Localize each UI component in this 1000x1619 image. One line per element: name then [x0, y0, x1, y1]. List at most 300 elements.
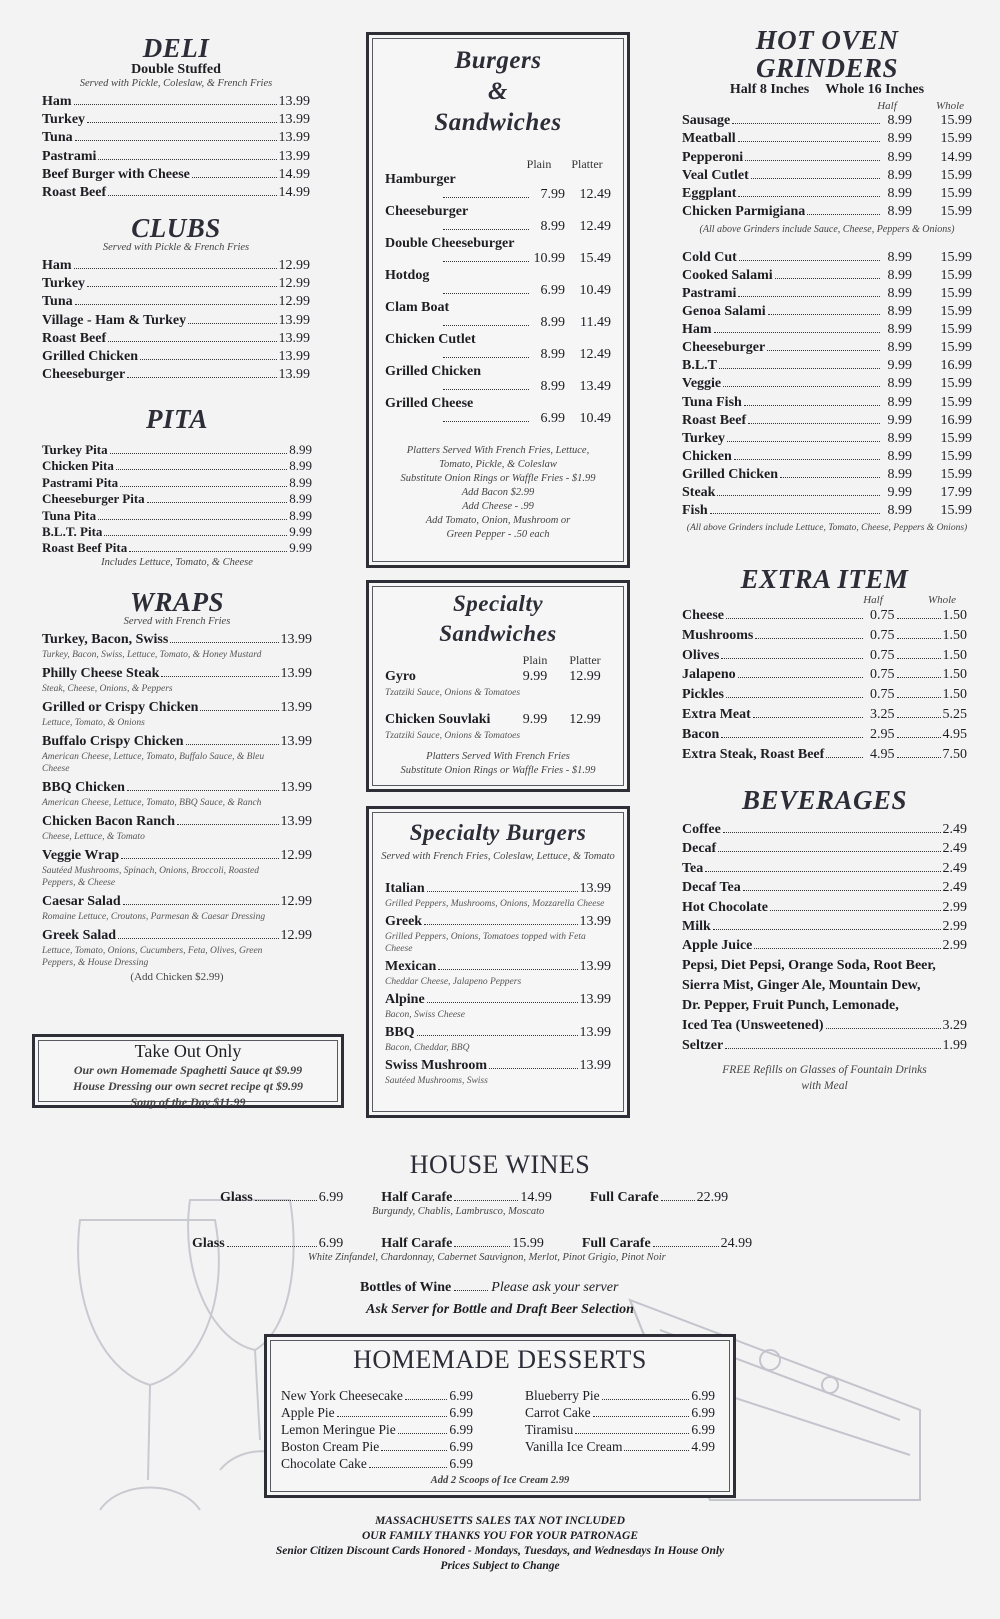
item-name: Veggie [682, 376, 722, 392]
item-name: B.L.T. Pita [42, 524, 103, 540]
half-price: 8.99 [887, 503, 912, 519]
whole-price: 16.99 [940, 358, 972, 374]
whole-price: 15.99 [940, 113, 972, 128]
grinders-subtitle-whole: Whole 16 Inches [825, 82, 925, 97]
item-price: 8.99 [289, 458, 312, 474]
item-prices [385, 411, 611, 426]
item-price: 2.99 [942, 919, 967, 935]
menu-item [682, 267, 972, 285]
takeout-line-2: House Dressing our own secret recipe qt $9.99 [72, 1079, 303, 1093]
leader-dots [129, 551, 287, 552]
plain-price: 10.99 [533, 251, 565, 266]
item-name: Cheese [682, 608, 724, 623]
whole-price: 7.50 [942, 746, 967, 762]
item-name: Seltzer [682, 1037, 724, 1053]
item-price: 12.99 [278, 258, 310, 273]
menu-item [682, 725, 967, 745]
platter-price: 10.49 [579, 411, 611, 426]
leader-dots [738, 196, 880, 197]
leader-dots [87, 122, 276, 123]
plain-price: 9.99 [522, 669, 548, 684]
menu-item [281, 1404, 473, 1421]
leader-dots [417, 1035, 578, 1036]
item-price: 12.99 [280, 894, 312, 909]
leader-dots [98, 519, 287, 520]
col-half: Half [877, 100, 897, 112]
item-name: Roast Beef [42, 185, 107, 201]
item-description: American Cheese, Lettuce, Tomato, BBQ Sauce, & Ranch [42, 798, 262, 808]
deli-subtitle: Double Stuffed [131, 62, 221, 77]
item-name: Turkey [42, 276, 86, 292]
item-price: 13.99 [280, 780, 312, 795]
item-name: Extra Steak, Roast Beef [682, 746, 825, 762]
whole-price: 16.99 [940, 412, 972, 428]
leader-dots [754, 948, 940, 949]
beverages-section [682, 784, 967, 1094]
bottles-text: Please ask your server [491, 1280, 619, 1295]
item-name: Coffee [682, 822, 721, 837]
wine-full-label: Full Carafe [581, 1236, 651, 1251]
footer-senior: Senior Citizen Discount Cards Honored - Mondays, Tuesdays, and Wednesdays In House Only [275, 1545, 725, 1557]
item-name: Decaf [682, 841, 717, 857]
beverages-list [682, 820, 967, 956]
leader-dots [739, 260, 880, 261]
col-plain: Plain [522, 653, 548, 667]
item-description: Grilled Peppers, Mushrooms, Onions, Mozzarella Cheese [385, 899, 605, 909]
leader-dots [738, 296, 880, 297]
menu-item [682, 839, 967, 858]
leader-dots [443, 325, 529, 326]
item-name: Tuna Fish [682, 394, 742, 410]
takeout-line-3: Soup of the Day $11.99 [130, 1095, 246, 1109]
item-name: Hamburger [385, 172, 456, 187]
extra-title: EXTRA ITEM [740, 564, 909, 594]
leader-dots [717, 495, 880, 496]
item-prices [385, 283, 611, 298]
leader-dots [427, 891, 578, 892]
leader-dots [337, 1416, 448, 1417]
whole-price: 15.99 [940, 167, 972, 183]
leader-dots [727, 441, 880, 442]
item-name: Steak [682, 485, 716, 500]
burgers-list [385, 172, 611, 426]
item-price: 13.99 [280, 814, 312, 829]
menu-item [42, 312, 310, 330]
half-price: 0.75 [870, 647, 895, 663]
leader-dots [120, 486, 287, 487]
leader-dots [714, 332, 880, 333]
plain-price: 8.99 [540, 315, 565, 330]
specialty-sandwiches-notes [385, 750, 611, 778]
wraps-title: WRAPS [129, 587, 225, 617]
item-name: Greek Salad [42, 928, 117, 943]
footer-tax: MASSACHUSETTS SALES TAX NOT INCLUDED [375, 1515, 625, 1527]
specialty-note-line: Platters Served With French Fries [426, 751, 570, 762]
item-price: 2.99 [942, 938, 967, 954]
specialty-sandwiches-title-2: Sandwiches [439, 621, 557, 646]
item-name: Chicken Cutlet [385, 332, 476, 347]
item-prices [385, 251, 611, 266]
leader-dots [751, 178, 880, 179]
item-name: Pastrami Pita [42, 474, 119, 490]
item-description: Romaine Lettuce, Croutons, Parmesan & Caesar Dressing [42, 912, 266, 922]
menu-item [42, 257, 310, 275]
footer-thanks: OUR FAMILY THANKS YOU FOR YOUR PATRONAGE [361, 1530, 639, 1542]
leader-dots [826, 1028, 941, 1029]
wines-bottles [360, 1280, 760, 1296]
wine-half-price: 15.99 [512, 1236, 544, 1251]
beverages-note-2: with Meal [801, 1079, 848, 1092]
footer [180, 1514, 820, 1574]
wines-row-2 [192, 1236, 792, 1263]
wine-varieties-1: Burgundy, Chablis, Lambrusco, Moscato [372, 1206, 545, 1217]
menu-item [682, 448, 972, 466]
menu-item [42, 293, 310, 311]
whole-price: 15.99 [940, 376, 972, 392]
leader-dots [719, 368, 880, 369]
item-description: Lettuce, Tomato, Onions, Cucumbers, Feta, Olives, Green Peppers, & House Dressing [42, 946, 263, 968]
item-price: 12.99 [280, 848, 312, 863]
item-name: Tiramisu [525, 1422, 574, 1437]
leader-dots [807, 214, 880, 215]
item-price: 2.49 [942, 841, 967, 857]
col-platter: Platter [571, 157, 603, 171]
col-whole: Whole [935, 100, 965, 112]
leader-dots [748, 423, 880, 424]
half-price: 9.99 [887, 485, 912, 500]
item-name: Cold Cut [682, 249, 737, 265]
item-name: Pastrami [682, 285, 737, 301]
menu-item [682, 626, 967, 646]
menu-item [42, 491, 312, 507]
menu-item [385, 991, 611, 1008]
menu-item [682, 685, 967, 705]
whole-price: 15.99 [940, 340, 972, 356]
wine-half-label: Half Carafe [381, 1236, 453, 1251]
menu-item [525, 1404, 715, 1421]
item-name: Clam Boat [385, 300, 450, 315]
menu-item [682, 665, 967, 685]
menu-item [42, 166, 310, 184]
whole-price: 17.99 [940, 485, 972, 500]
item-name: Veal Cutlet [682, 167, 749, 183]
leader-dots [381, 1450, 447, 1451]
menu-item [42, 508, 312, 524]
platter-price: 15.49 [579, 251, 611, 266]
pita-section [42, 404, 312, 568]
item-name: Cheeseburger [385, 204, 469, 219]
menu-item [682, 185, 972, 203]
item-name: Beef Burger with Cheese [42, 166, 190, 182]
whole-price: 1.50 [942, 647, 967, 663]
burgers-box [366, 32, 630, 568]
clubs-list [42, 257, 310, 384]
plain-price: 7.99 [540, 187, 565, 202]
item-description: Tzatziki Sauce, Onions & Tomatoes [385, 688, 521, 698]
item-name: Sausage [682, 113, 731, 128]
leader-dots [897, 618, 941, 619]
menu-item [42, 348, 310, 366]
specialty-burgers-note: Served with French Fries, Coleslaw, Lettuce, & Tomato [381, 851, 615, 862]
item-price: 13.99 [280, 632, 312, 647]
leader-dots [744, 405, 880, 406]
item-name: Extra Meat [682, 706, 751, 722]
item-name: Buffalo Crispy Chicken [42, 734, 184, 749]
menu-item [281, 1387, 473, 1404]
desserts-left-list [281, 1387, 473, 1472]
item-name: Turkey, Bacon, Swiss [42, 632, 169, 647]
item-name: Bacon [682, 726, 720, 742]
item-name: Pepperoni [682, 149, 744, 165]
half-price: 0.75 [870, 608, 895, 623]
platter-price: 12.49 [579, 219, 611, 234]
menu-item [682, 705, 967, 725]
item-price: 13.99 [579, 992, 611, 1007]
wine-glass-icon [40, 1180, 300, 1540]
item-description: Cheese, Lettuce, & Tomato [42, 832, 145, 842]
half-price: 4.95 [870, 746, 895, 762]
menu-item [281, 1455, 473, 1472]
beverages-list-2 [682, 1016, 967, 1056]
specialty-burgers-title: Specialty Burgers [409, 820, 587, 845]
half-price: 8.99 [887, 394, 912, 410]
item-name: Genoa Salami [682, 304, 766, 320]
leader-dots [897, 717, 941, 718]
pita-note: Includes Lettuce, Tomato, & Cheese [101, 556, 253, 568]
item-price: 6.99 [449, 1405, 473, 1420]
leader-dots [713, 929, 941, 930]
leader-dots [489, 1068, 577, 1069]
leader-dots [723, 386, 880, 387]
leader-dots [398, 1433, 448, 1434]
leader-dots [721, 658, 862, 659]
half-price: 0.75 [870, 667, 895, 683]
menu-item [525, 1421, 715, 1438]
item-name: B.L.T [682, 358, 718, 374]
item-price: 13.99 [280, 734, 312, 749]
item-price: 9.99 [289, 524, 312, 540]
leader-dots [780, 477, 880, 478]
leader-dots [897, 697, 941, 698]
whole-price: 14.99 [940, 149, 972, 165]
item-name: Philly Cheese Steak [42, 666, 160, 681]
menu-item [385, 1057, 611, 1074]
whole-price: 15.99 [940, 186, 972, 202]
item-name: Lemon Meringue Pie [281, 1422, 396, 1437]
half-price: 8.99 [887, 466, 912, 482]
item-price: 6.99 [449, 1439, 473, 1454]
item-name: Cheeseburger Pita [42, 491, 145, 507]
item-price: 13.99 [278, 94, 310, 109]
menu-item [42, 540, 312, 556]
menu-item [682, 285, 972, 303]
half-price: 8.99 [887, 131, 912, 147]
item-name: Apple Juice [682, 938, 753, 954]
menu-item [42, 458, 312, 474]
burgers-note-line: Platters Served With French Fries, Lettuce, [406, 445, 590, 456]
specialty-burgers-list [385, 880, 611, 1087]
col-platter: Platter [569, 653, 601, 667]
menu-item [682, 820, 967, 839]
platter-price: 12.49 [579, 347, 611, 362]
leader-dots [405, 1399, 448, 1400]
plain-price: 6.99 [540, 283, 565, 298]
leader-dots [177, 824, 278, 825]
item-price: 8.99 [289, 474, 312, 490]
item-price: 13.99 [579, 914, 611, 929]
menu-item [42, 330, 310, 348]
leader-dots [438, 969, 577, 970]
item-name: Tea [682, 860, 704, 876]
leader-dots [424, 924, 577, 925]
item-price: 13.99 [278, 312, 310, 328]
item-description: Turkey, Bacon, Swiss, Lettuce, Tomato, & Honey Mustard [42, 650, 262, 660]
item-name: Grilled Chicken [682, 466, 779, 482]
platter-price: 13.49 [579, 379, 611, 394]
burgers-note-line: Add Tomato, Onion, Mushroom or [425, 515, 571, 526]
item-description: American Cheese, Lettuce, Tomato, Buffalo Sauce, & Bleu Cheese [42, 752, 265, 774]
platter-price: 12.99 [569, 669, 601, 684]
menu-item [682, 130, 972, 148]
whole-price: 4.95 [942, 726, 967, 742]
extra-col-half: Half [863, 594, 883, 606]
menu-item [42, 275, 310, 293]
menu-item [682, 339, 972, 357]
menu-item [682, 149, 972, 167]
leader-dots [723, 832, 941, 833]
menu-item [682, 745, 967, 765]
menu-item [682, 321, 972, 339]
menu-item [42, 366, 310, 384]
item-price: 2.49 [942, 880, 967, 896]
wines-beer: Ask Server for Bottle and Draft Beer Selection [366, 1302, 634, 1317]
menu-item [682, 606, 967, 626]
menu-item [682, 430, 972, 448]
takeout-title: Take Out Only [134, 1041, 242, 1061]
beverages-title: BEVERAGES [741, 785, 908, 815]
leader-dots [87, 286, 276, 287]
whole-price: 1.50 [942, 687, 967, 703]
plain-price: 6.99 [540, 411, 565, 426]
menu-item [42, 893, 312, 910]
item-name: Pickles [682, 687, 724, 703]
half-price: 3.25 [870, 706, 895, 722]
item-price: 2.99 [942, 899, 967, 915]
item-name: Turkey Pita [42, 442, 108, 457]
menu-item [385, 332, 611, 362]
beverages-sodas [682, 956, 967, 1016]
desserts-box [264, 1334, 736, 1498]
item-prices [385, 187, 611, 202]
soda-line: Pepsi, Diet Pepsi, Orange Soda, Root Beer, [682, 957, 936, 973]
menu-item [385, 268, 611, 298]
leader-dots [897, 737, 941, 738]
deli-list [42, 93, 310, 202]
leader-dots [200, 710, 278, 711]
item-price: 12.99 [280, 928, 312, 943]
leader-dots [710, 513, 880, 514]
leader-dots [98, 159, 276, 160]
item-price: 6.99 [449, 1422, 473, 1437]
item-name: Blueberry Pie [525, 1388, 600, 1403]
item-name: Swiss Mushroom [385, 1058, 488, 1073]
item-price: 13.99 [278, 349, 310, 365]
item-name: Mexican [385, 959, 437, 974]
deli-note: Served with Pickle, Coleslaw, & French Fries [79, 78, 273, 89]
item-price: 6.99 [449, 1388, 473, 1403]
item-name: Caesar Salad [42, 894, 121, 909]
menu-item [42, 699, 312, 716]
item-name: Apple Pie [281, 1405, 335, 1420]
takeout-line-1: Our own Homemade Spaghetti Sauce qt $9.99 [73, 1063, 303, 1077]
item-name: BBQ Chicken [42, 780, 125, 795]
burgers-note-line: Add Bacon $2.99 [461, 487, 535, 498]
leader-dots [104, 535, 287, 536]
item-name: Boston Cream Pie [281, 1439, 380, 1454]
wine-glass-price: 6.99 [318, 1236, 344, 1251]
burgers-title-2: & [488, 78, 508, 105]
burgers-note-line: Substitute Onion Rings or Waffle Fries - $1.99 [400, 473, 596, 484]
item-price: 9.99 [289, 540, 312, 556]
leader-dots [705, 871, 940, 872]
item-description: Steak, Cheese, Onions, & Peppers [42, 684, 173, 694]
menu-item [682, 249, 972, 267]
menu-item [42, 442, 312, 458]
burgers-note-line: Green Pepper - .50 each [446, 529, 550, 540]
burgers-note-line: Tomato, Pickle, & Coleslaw [439, 459, 557, 470]
item-description: Lettuce, Tomato, & Onions [42, 718, 145, 728]
half-price: 8.99 [887, 304, 912, 320]
leader-dots [738, 141, 880, 142]
whole-price: 15.99 [940, 430, 972, 446]
half-price: 8.99 [887, 149, 912, 165]
wines-row-1 [220, 1190, 780, 1217]
half-price: 8.99 [887, 376, 912, 392]
half-price: 8.99 [887, 448, 912, 464]
platter-price: 11.49 [580, 315, 611, 330]
item-price: 13.99 [278, 367, 310, 383]
half-price: 8.99 [887, 249, 912, 265]
item-name: Tuna Pita [42, 507, 97, 523]
extra-list [682, 606, 967, 764]
half-price: 8.99 [887, 322, 912, 338]
item-name: Mushrooms [682, 627, 754, 643]
burgers-note-line: Add Cheese - .99 [462, 501, 534, 512]
item-name: Grilled Chicken [42, 349, 139, 365]
plain-price: 8.99 [540, 219, 565, 234]
item-price: 6.99 [691, 1422, 715, 1437]
leader-dots [753, 717, 863, 718]
menu-item [42, 184, 310, 202]
wraps-note: Served with French Fries [123, 616, 231, 627]
leader-dots [897, 638, 941, 639]
plain-price: 9.99 [522, 712, 548, 727]
leader-dots [732, 123, 880, 124]
menu-item [682, 167, 972, 185]
item-description: Tzatziki Sauce, Onions & Tomatoes [385, 731, 521, 741]
item-price: 14.99 [278, 166, 310, 182]
leader-dots [443, 293, 529, 294]
item-name: Roast Beef [42, 330, 107, 346]
menu-item [42, 148, 310, 166]
item-name: Iced Tea (Unsweetened) [682, 1017, 824, 1033]
item-prices [385, 347, 611, 362]
item-name: Chocolate Cake [281, 1456, 367, 1471]
whole-price: 15.99 [940, 249, 972, 265]
half-price: 2.95 [870, 726, 895, 742]
item-name: Eggplant [682, 186, 737, 202]
item-price: 13.99 [278, 112, 310, 128]
